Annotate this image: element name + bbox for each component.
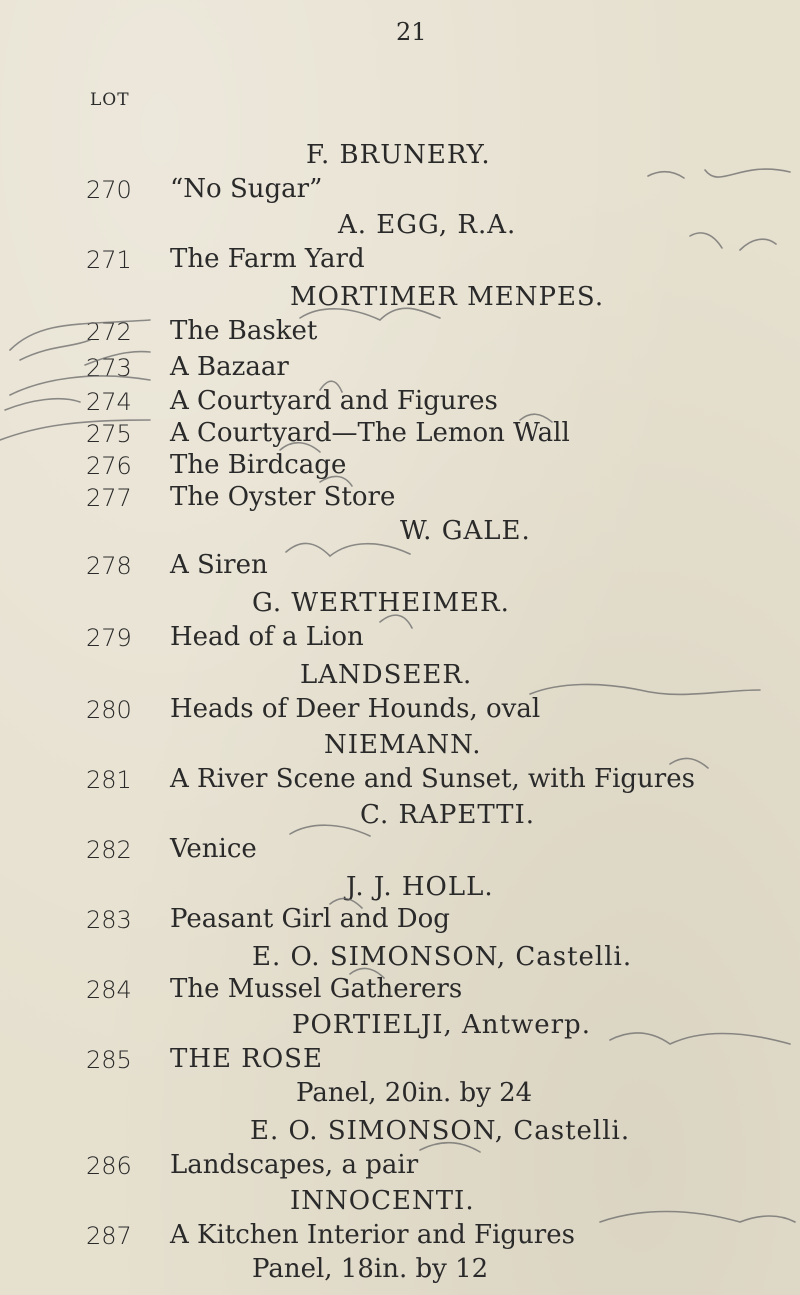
artist-heading: NIEMANN. bbox=[324, 730, 482, 760]
lot-number: 286 bbox=[86, 1152, 132, 1180]
lot-number: 283 bbox=[86, 906, 132, 934]
artist-heading: W. GALE. bbox=[400, 516, 531, 546]
artist-heading: J. J. HOLL. bbox=[346, 872, 494, 902]
lot-title: A Bazaar bbox=[170, 352, 289, 382]
artist-heading: INNOCENTI. bbox=[290, 1186, 475, 1216]
lot-title: Peasant Girl and Dog bbox=[170, 904, 450, 934]
lot-number: 272 bbox=[86, 318, 132, 346]
lot-title: The Oyster Store bbox=[170, 482, 396, 512]
dimensions-line: Panel, 18in. by 12 bbox=[252, 1254, 489, 1284]
lot-title: Landscapes, a pair bbox=[170, 1150, 419, 1180]
lot-title: A Kitchen Interior and Figures bbox=[170, 1220, 575, 1250]
artist-heading: A. EGG, R.A. bbox=[338, 210, 517, 240]
artist-heading: G. WERTHEIMER. bbox=[252, 588, 510, 618]
lot-number: 287 bbox=[86, 1222, 132, 1250]
lot-title: The Farm Yard bbox=[170, 244, 365, 274]
lot-number: 276 bbox=[86, 452, 132, 480]
lot-number: 273 bbox=[86, 354, 132, 382]
artist-heading: E. O. SIMONSON, Castelli. bbox=[250, 1116, 631, 1146]
lot-number: 279 bbox=[86, 624, 132, 652]
artist-heading: PORTIELJI, Antwerp. bbox=[292, 1010, 591, 1040]
lot-number: 284 bbox=[86, 976, 132, 1004]
lot-title: THE ROSE bbox=[170, 1044, 323, 1074]
artist-heading: MORTIMER MENPES. bbox=[290, 282, 605, 312]
lot-title: The Birdcage bbox=[170, 450, 347, 480]
lot-number: 285 bbox=[86, 1046, 132, 1074]
lot-title: The Mussel Gatherers bbox=[170, 974, 463, 1004]
page-number: 21 bbox=[396, 18, 427, 46]
artist-heading: F. BRUNERY. bbox=[306, 140, 491, 170]
lot-title: A Siren bbox=[170, 550, 268, 580]
lot-number: 275 bbox=[86, 420, 132, 448]
lot-title: Heads of Deer Hounds, oval bbox=[170, 694, 541, 724]
lot-title: A Courtyard and Figures bbox=[170, 386, 498, 416]
lot-number: 282 bbox=[86, 836, 132, 864]
lot-title: Head of a Lion bbox=[170, 622, 364, 652]
lot-title: The Basket bbox=[170, 316, 318, 346]
lot-title: “No Sugar” bbox=[170, 174, 323, 204]
lot-title: Venice bbox=[170, 834, 257, 864]
lot-number: 270 bbox=[86, 176, 132, 204]
lot-number: 271 bbox=[86, 246, 132, 274]
lot-title: A River Scene and Sunset, with Figures bbox=[170, 764, 695, 794]
artist-heading: LANDSEER. bbox=[300, 660, 473, 690]
lot-number: 277 bbox=[86, 484, 132, 512]
dimensions-line: Panel, 20in. by 24 bbox=[296, 1078, 533, 1108]
artist-heading: C. RAPETTI. bbox=[360, 800, 536, 830]
lot-number: 278 bbox=[86, 552, 132, 580]
lot-number: 281 bbox=[86, 766, 132, 794]
lot-number: 274 bbox=[86, 388, 132, 416]
artist-heading: E. O. SIMONSON, Castelli. bbox=[252, 942, 633, 972]
lot-number: 280 bbox=[86, 696, 132, 724]
lot-column-header: LOT bbox=[90, 90, 130, 110]
lot-title: A Courtyard—The Lemon Wall bbox=[170, 418, 570, 448]
